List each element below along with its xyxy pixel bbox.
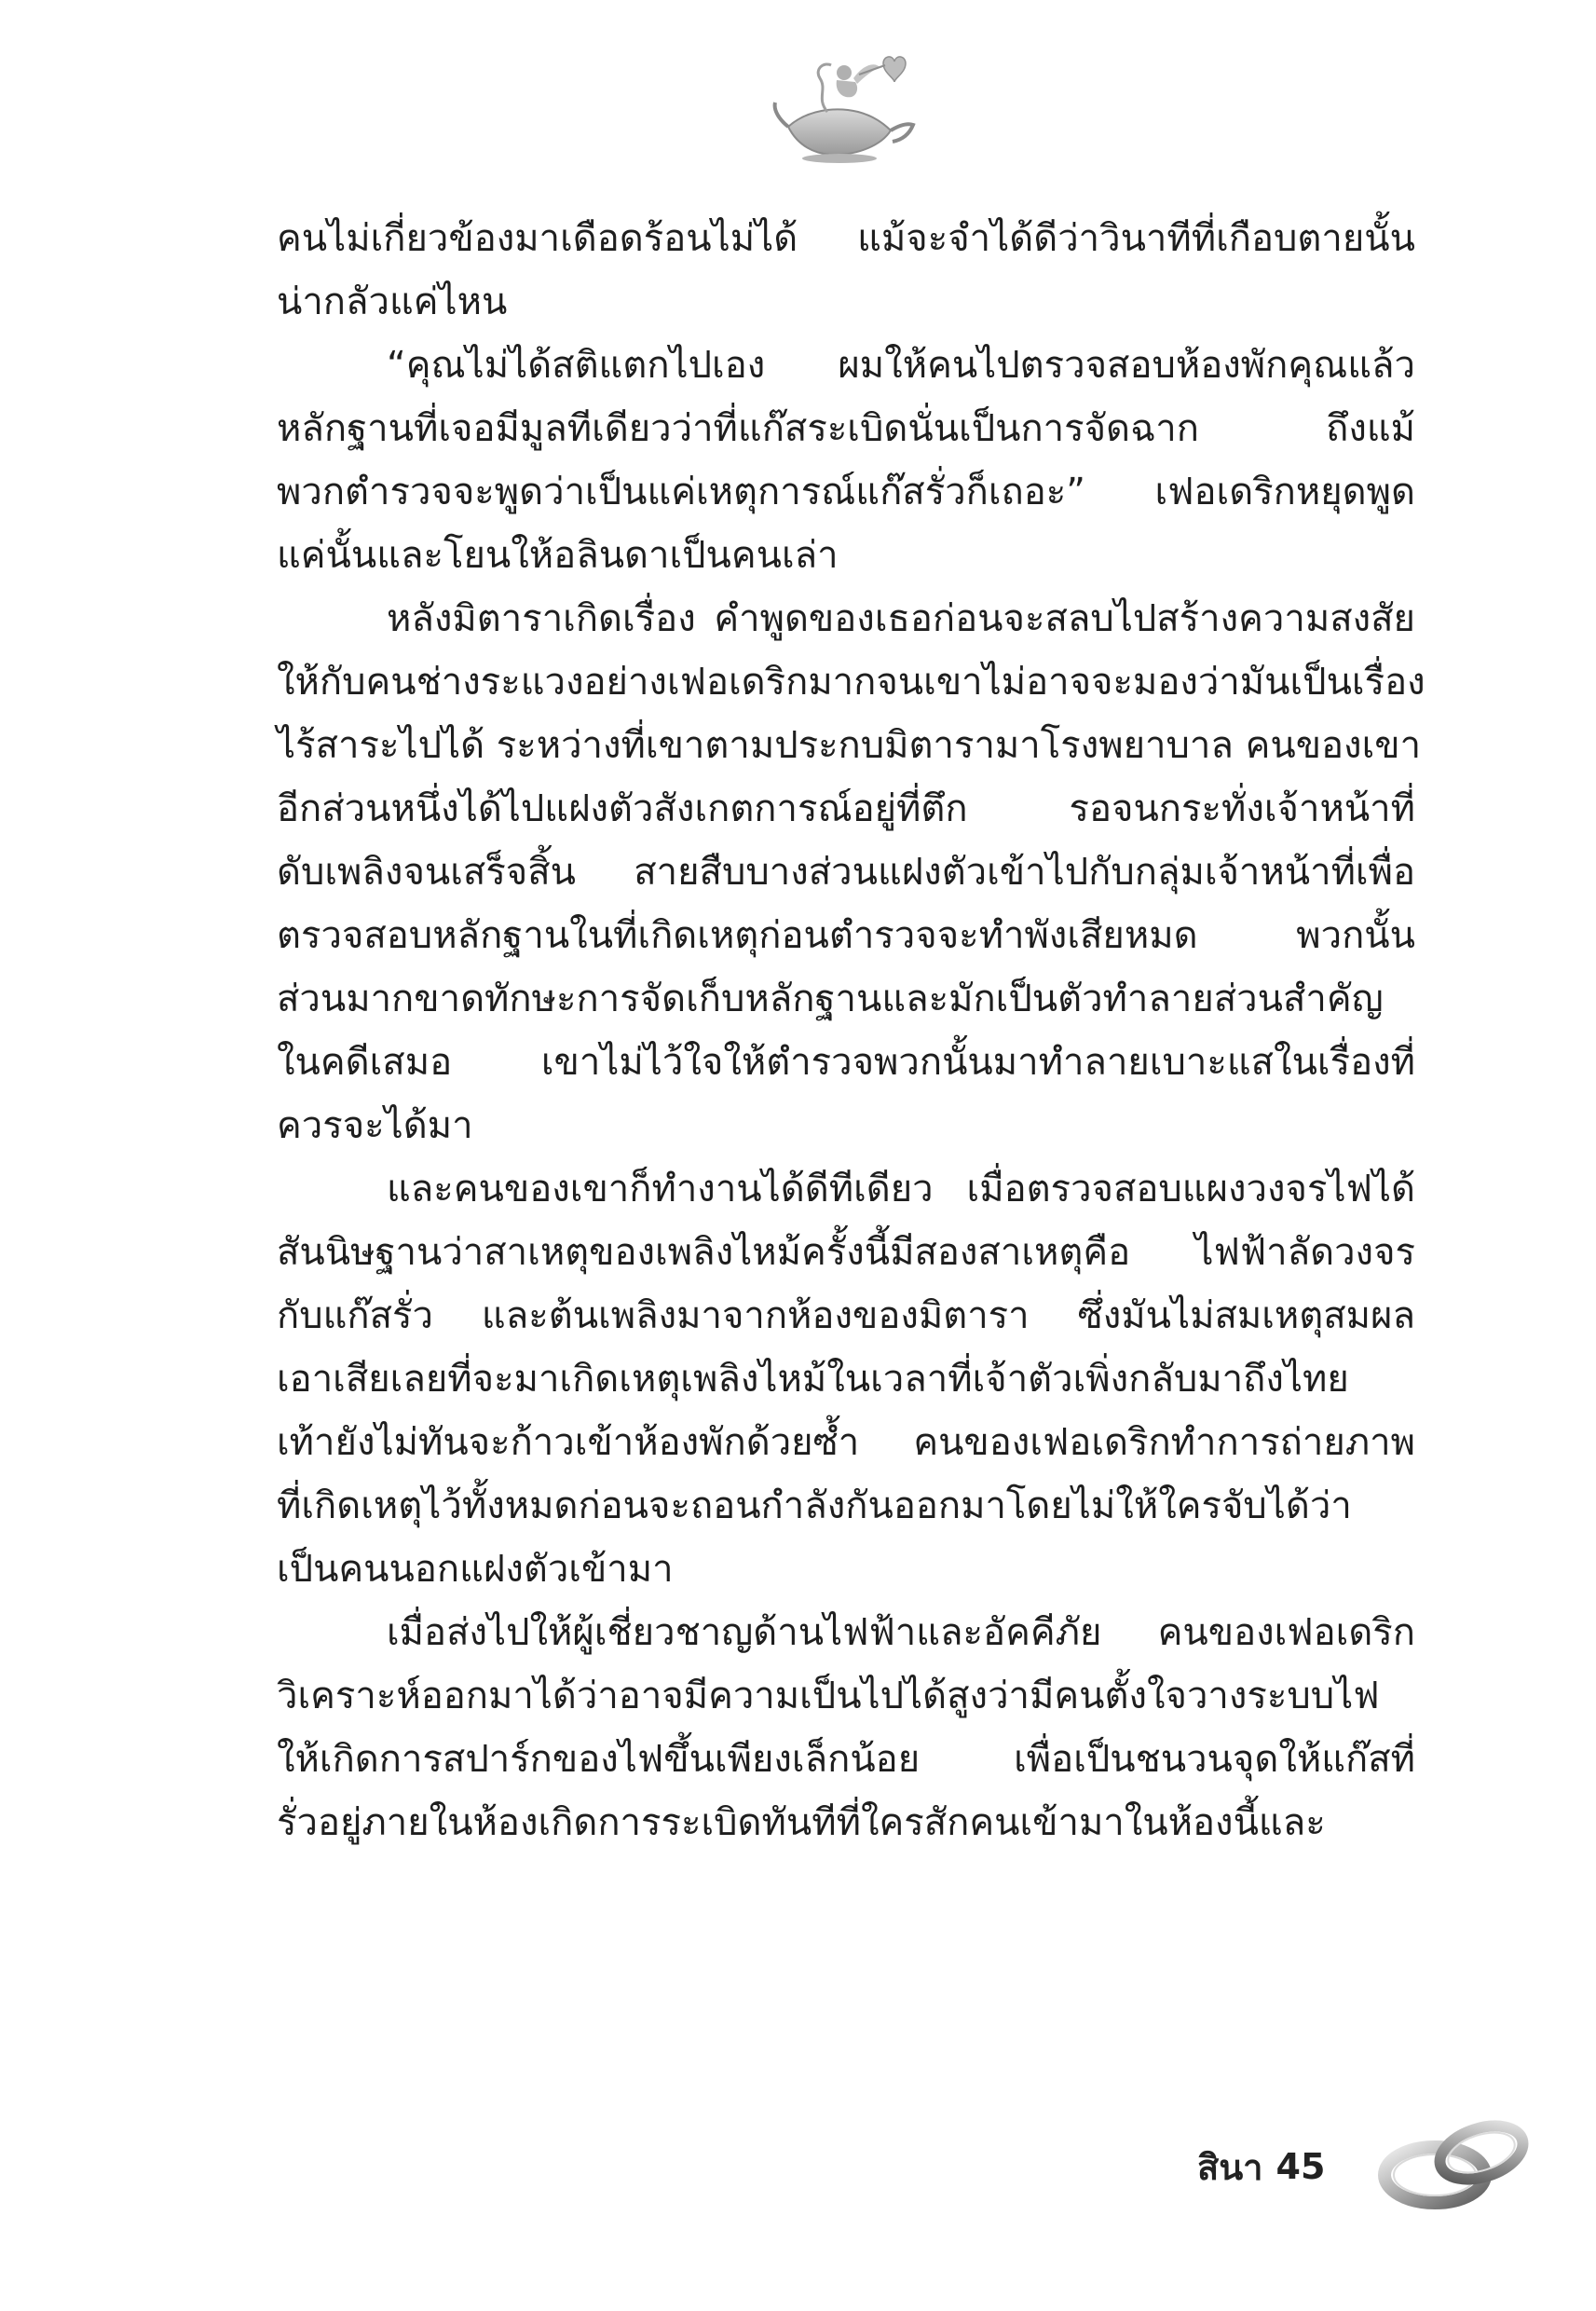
text-line: ส่วนมากขาดทักษะการจัดเก็บหลักฐานและมักเป็นตัวทำลายส่วนสำคัญ [277, 978, 1384, 1020]
text-line: ที่เกิดเหตุไว้ทั้งหมดก่อนจะถอนกำลังกันออกมาโดยไม่ให้ใครจับได้ว่า [277, 1484, 1352, 1527]
text-line: อีกส่วนหนึ่งได้ไปแฝงตัวสังเกตการณ์อยู่ที่ตึก รอจนกระทั่งเจ้าหน้าที่ [277, 787, 1415, 830]
text-line: หลักฐานที่เจอมีมูลทีเดียวว่าที่แก๊สระเบิดนั่นเป็นการจัดฉาก ถึงแม้ [277, 407, 1415, 450]
text-line: สันนิษฐานว่าสาเหตุของเพลิงไหม้ครั้งนี้มีสองสาเหตุคือ ไฟฟ้าลัดวงจร [277, 1231, 1415, 1274]
book-title: สินา [1197, 2146, 1263, 2188]
text-line: กับแก๊สรั่ว และต้นเพลิงมาจากห้องของมิตารา ซึ่งมันไม่สมเหตุสมผล [277, 1294, 1415, 1337]
text-line: ในคดีเสมอ เขาไม่ไว้ใจให้ตำรวจพวกนั้นมาทำลายเบาะแสในเรื่องที่ [277, 1041, 1415, 1084]
text-line: และคนของเขาก็ทำงานได้ดีทีเดียว เมื่อตรวจสอบแผงวงจรไฟได้ [387, 1168, 1415, 1210]
text-line: หลังมิตาราเกิดเรื่อง คำพูดของเธอก่อนจะสลบไปสร้างความสงสัย [387, 597, 1415, 640]
text-line: รั่วอยู่ภายในห้องเกิดการระเบิดทันทีที่ใครสักคนเข้ามาในห้องนี้และ [277, 1801, 1326, 1844]
text-line: เท้ายังไม่ทันจะก้าวเข้าห้องพักด้วยซ้ำ คนของเฟอเดริกทำการถ่ายภาพ [277, 1421, 1415, 1464]
body-text [277, 207, 1425, 1854]
teapot-cupid-ornament-icon [770, 45, 919, 166]
text-line: ไร้สาระไปได้ ระหว่างที่เขาตามประกบมิตารามาโรงพยาบาล คนของเขา [277, 724, 1422, 767]
text-line: ให้กับคนช่างระแวงอย่างเฟอเดริกมากจนเขาไม่อาจจะมองว่ามันเป็นเรื่อง [277, 661, 1425, 704]
text-line: เอาเสียเลยที่จะมาเกิดเหตุเพลิงไหม้ในเวลาที่เจ้าตัวเพิ่งกลับมาถึงไทย [277, 1358, 1349, 1401]
text-line: คนไม่เกี่ยวข้องมาเดือดร้อนไม่ได้ แม้จะจำได้ดีว่าวินาทีที่เกือบตายนั้น [277, 217, 1415, 260]
wedding-rings-icon [1377, 2113, 1535, 2216]
text-line: แค่นั้นและโยนให้อลินดาเป็นคนเล่า [277, 534, 839, 577]
text-line: ควรจะได้มา [277, 1104, 473, 1147]
text-line: “คุณไม่ได้สติแตกไปเอง ผมให้คนไปตรวจสอบห้องพักคุณแล้ว [387, 344, 1415, 387]
text-line: น่ากลัวแค่ไหน [277, 280, 508, 323]
text-line: พวกตำรวจจะพูดว่าเป็นแค่เหตุการณ์แก๊สรั่วก็เถอะ” เฟอเดริกหยุดพูด [277, 471, 1415, 513]
text-line: ตรวจสอบหลักฐานในที่เกิดเหตุก่อนตำรวจจะทำพังเสียหมด พวกนั้น [277, 914, 1415, 957]
text-line: วิเคราะห์ออกมาได้ว่าอาจมีความเป็นไปได้สูงว่ามีคนตั้งใจวางระบบไฟ [277, 1675, 1380, 1717]
text-line: เป็นคนนอกแฝงตัวเข้ามา [277, 1548, 674, 1591]
text-line: ให้เกิดการสปาร์กของไฟขึ้นเพียงเล็กน้อย เพื่อเป็นชนวนจุดให้แก๊สที่ [277, 1738, 1415, 1781]
page-footer [1197, 2134, 1325, 2199]
page-number: 45 [1275, 2146, 1326, 2187]
text-line: ดับเพลิงจนเสร็จสิ้น สายสืบบางส่วนแฝงตัวเข้าไปกับกลุ่มเจ้าหน้าที่เพื่อ [277, 851, 1415, 894]
text-line: เมื่อส่งไปให้ผู้เชี่ยวชาญด้านไฟฟ้าและอัคคีภัย คนของเฟอเดริก [387, 1611, 1415, 1654]
